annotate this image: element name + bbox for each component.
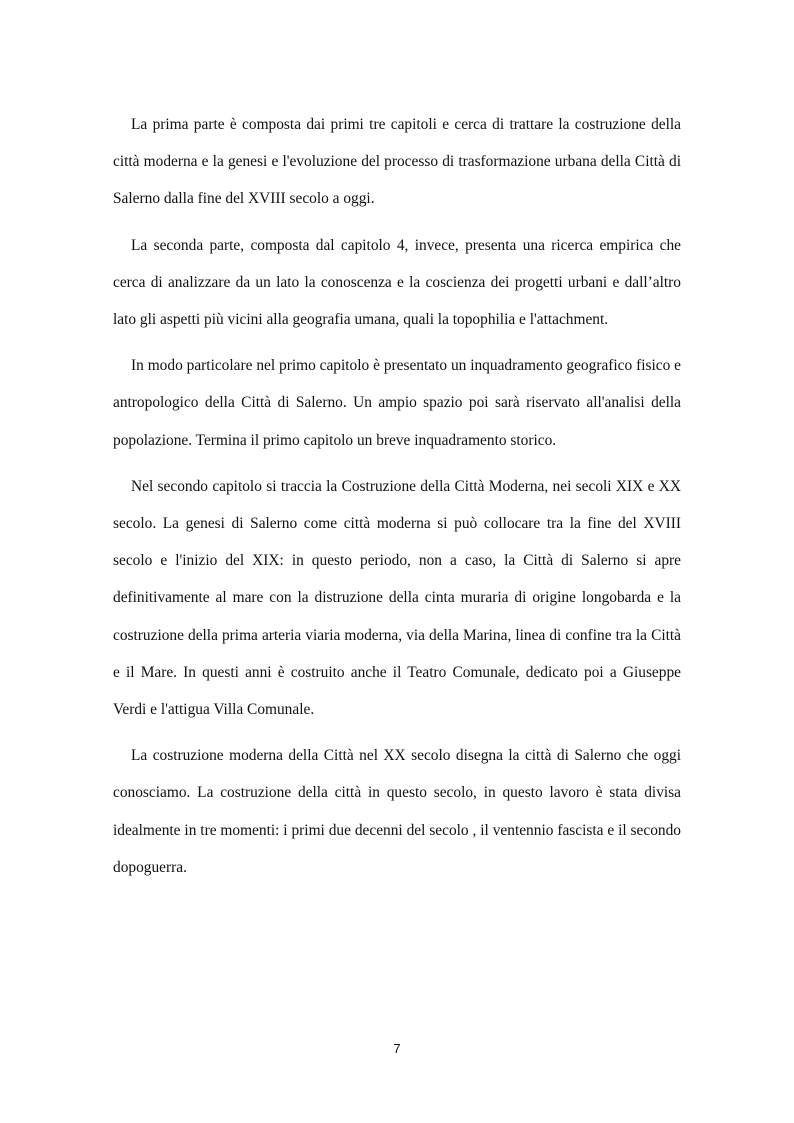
paragraph-1: La prima parte è composta dai primi tre capitoli e cerca di trattare la costruzione della città moderna e la genesi e l'evoluzione del processo di trasformazione urbana della Città di Salerno dalla fine del XVIII secolo a oggi. xyxy=(113,116,681,208)
body-text xyxy=(113,106,681,895)
paragraph-3: In modo particolare nel primo capitolo è presentato un inquadramento geografico fisico e antropologico della Città di Salerno. Un ampio spazio poi sarà riservato all'analisi della popolazione. Termina il primo capitolo un breve inquadramento storico. xyxy=(113,357,681,449)
page-number: 7 xyxy=(393,1041,401,1056)
paragraph-4: Nel secondo capitolo si traccia la Costruzione della Città Moderna, nei secoli XIX e XX secolo. La genesi di Salerno come città moderna si può collocare tra la fine del XVIII secolo e l'inizio del XIX: in questo periodo, non a caso, la Città di Salerno si apre definitivamente al mare con la distruzione della cinta muraria di origine longobarda e la costruzione della prima arteria viaria moderna, via della Marina, linea di confine tra la Città e il Mare. In questi anni è costruito anche il Teatro Comunale, dedicato poi a Giuseppe Verdi e l'attigua Villa Comunale. xyxy=(113,477,681,719)
paragraph-5: La costruzione moderna della Città nel XX secolo disegna la città di Salerno che oggi conosciamo. La costruzione della città in questo secolo, in questo lavoro è stata divisa idealmente in tre momenti: i primi due decenni del secolo , il ventennio fascista e il secondo dopoguerra. xyxy=(113,747,681,876)
paragraph-2: La seconda parte, composta dal capitolo 4, invece, presenta una ricerca empirica che cerca di analizzare da un lato la conoscenza e la coscienza dei progetti urbani e dall’altro lato gli aspetti più vicini alla geografia umana, quali la topophilia e l'attachment. xyxy=(113,236,681,329)
